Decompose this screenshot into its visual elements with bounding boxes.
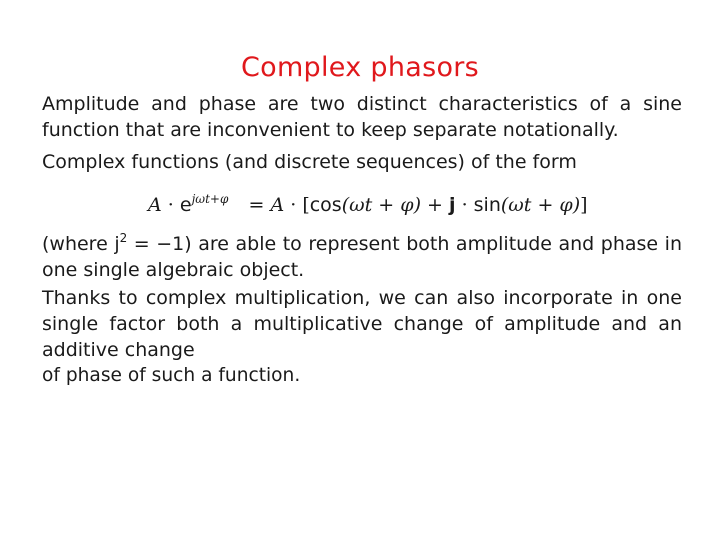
eq-dot: ·: [290, 194, 297, 216]
eq-imaginary-unit: j: [449, 194, 456, 216]
eq-sin: sin: [473, 194, 501, 216]
eq-cos-arg: (ωt + φ): [341, 194, 421, 216]
paragraph-where-j-post: = −1) are able to represent both amplitude and phase in one single algebraic object.: [42, 233, 682, 281]
paragraph-where-j: [42, 225, 682, 283]
eq-exp-base: e: [179, 194, 192, 216]
eq-equals: =: [248, 194, 265, 216]
eq-bracket-close: ]: [580, 194, 588, 216]
eq-bracket-open: [: [302, 194, 310, 216]
paragraph-where-j-sup: 2: [119, 231, 128, 245]
paragraph-where-j-pre: (where j: [42, 233, 120, 255]
slide-title: Complex phasors: [240, 52, 480, 83]
eq-plus: +: [427, 194, 443, 216]
phasor-equation: [148, 186, 588, 218]
paragraph-amplitude-phase: Amplitude and phase are two distinct characteristics of a sine function that are inconvenient to keep separate notationally.: [42, 93, 682, 141]
eq-dot: ·: [461, 194, 468, 216]
eq-sin-arg: (ωt + φ): [500, 194, 581, 216]
eq-lhs-amplitude: A: [148, 194, 162, 216]
paragraph-multiplication-main: Thanks to complex multiplication, we can also incorporate in one single factor both a multiplicative change of amplitude and an additive change: [42, 287, 682, 361]
eq-exponent: jωt+φ: [191, 192, 229, 206]
paragraph-multiplication-last: of phase of such a function.: [42, 365, 301, 386]
eq-cos: cos: [309, 194, 342, 216]
paragraph-complex-multiplication: [42, 285, 682, 389]
eq-rhs-amplitude: A: [270, 194, 285, 216]
paragraph-complex-functions: Complex functions (and discrete sequences) of the form: [42, 151, 577, 173]
eq-dot: ·: [167, 194, 174, 216]
